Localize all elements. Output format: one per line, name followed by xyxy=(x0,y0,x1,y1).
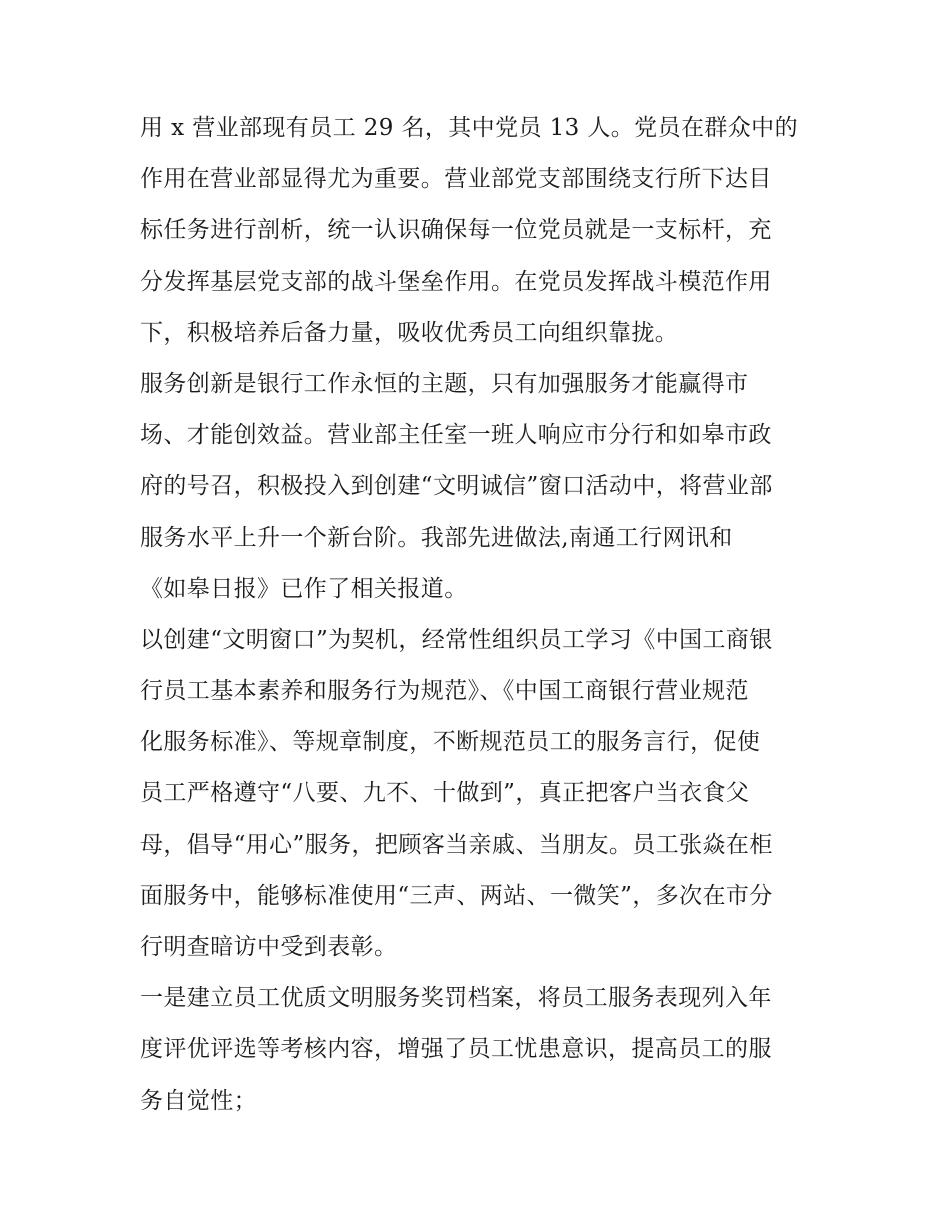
text-line: 行明查暗访中受到表彰。 xyxy=(140,934,398,960)
paragraph-party-members xyxy=(140,103,815,359)
text-line: 作用在营业部显得尤为重要。营业部党支部围绕支行所下达目 xyxy=(140,166,772,193)
text-line: 标任务进行剖析，统一认识确保每一位党员就是一支标杆，充 xyxy=(140,217,772,244)
paragraph-service-innovation xyxy=(140,359,815,615)
text-line: 服务创新是银行工作永恒的主题，只有加强服务才能赢得市 xyxy=(140,370,749,397)
text-line: 度评优评选等考核内容，增强了员工忧患意识，提高员工的服 xyxy=(140,1036,772,1063)
text-line: 化服务标准》、等规章制度，不断规范员工的服务言行，促使 xyxy=(140,729,761,756)
paragraph-civilized-window xyxy=(140,615,815,973)
text-line: 下，积极培养后备力量，吸收优秀员工向组织靠拢。 xyxy=(140,319,679,346)
text-line: 场、才能创效益。营业部主任室一班人响应市分行和如皋市政 xyxy=(140,422,772,449)
text-line: 务自觉性； xyxy=(140,1087,257,1114)
text-line: 员工严格遵守“八要、九不、十做到”，真正把客户当衣食父 xyxy=(140,780,750,807)
paragraph-reward-archive xyxy=(140,973,815,1127)
text-line: 服务水平上升一个新台阶。我部先进做法,南通工行网讯和 xyxy=(140,524,733,551)
text-line: 一是建立员工优质文明服务奖罚档案，将员工服务表现列入年 xyxy=(140,985,772,1012)
text-line: 以创建“文明窗口”为契机，经常性组织员工学习《中国工商银 xyxy=(140,626,773,653)
text-line: 府的号召，积极投入到创建“文明诚信”窗口活动中，将营业部 xyxy=(140,473,773,500)
text-line: 母，倡导“用心”服务，把顾客当亲戚、当朋友。员工张焱在柜 xyxy=(140,831,773,858)
document-body xyxy=(140,103,815,1127)
text-line: 《如皋日报》已作了相关报道。 xyxy=(140,575,468,602)
text-line: 面服务中，能够标准使用“三声、两站、一微笑”，多次在市分 xyxy=(140,882,773,909)
text-line: 分发挥基层党支部的战斗堡垒作用。在党员发挥战斗模范作用 xyxy=(140,268,772,295)
text-line: 行员工基本素养和服务行为规范》、《中国工商银行营业规范 xyxy=(140,678,749,705)
text-line: 用 x 营业部现有员工 29 名，其中党员 13 人。党员在群众中的 xyxy=(140,115,798,141)
